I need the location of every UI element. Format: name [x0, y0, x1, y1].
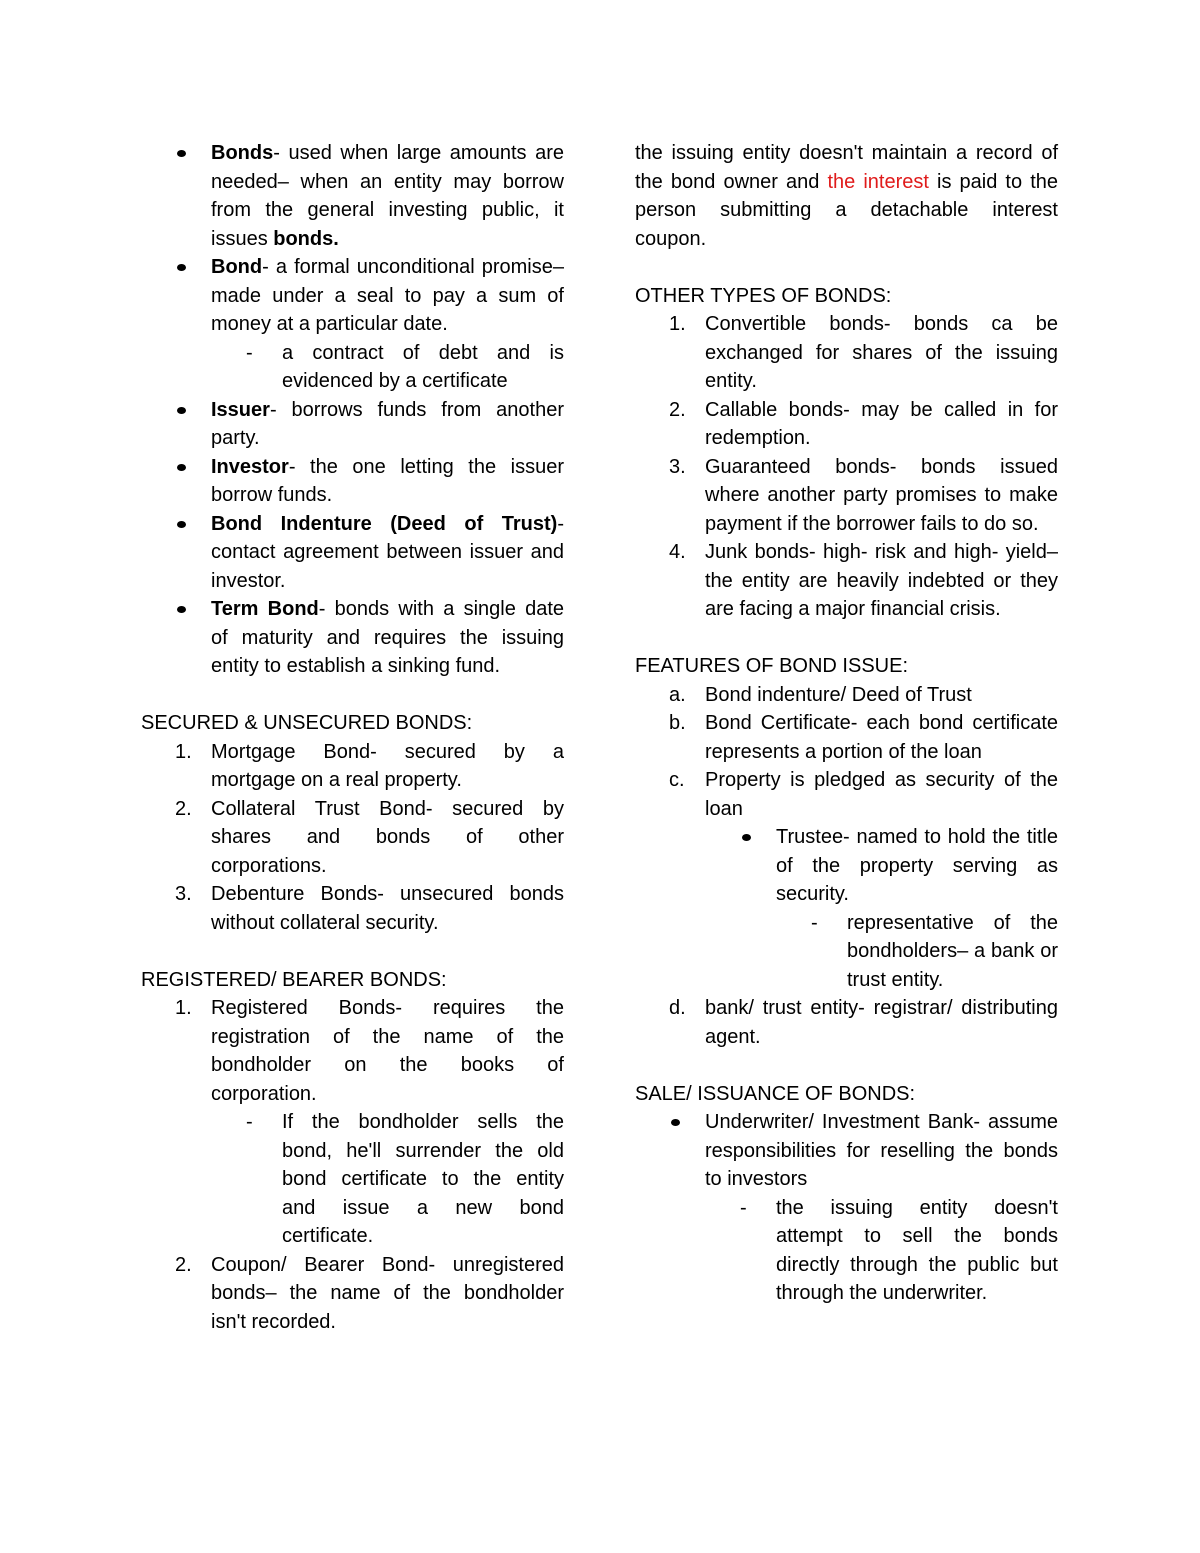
def-bond-indenture: Bond Indenture (Deed of Trust)- contact agreement between issuer and investor. [141, 510, 564, 596]
other-types-heading: OTHER TYPES OF BONDS: [635, 284, 892, 307]
right-column [635, 139, 1058, 1308]
bullet-icon [177, 464, 186, 471]
list-item: 2. Coupon/ Bearer Bond- unregistered bonds– the name of the bondholder isn't recorded. [175, 1253, 564, 1333]
bullet-icon [742, 834, 751, 841]
registered-heading: REGISTERED/ BEARER BONDS: [141, 968, 447, 991]
bullet-icon [177, 150, 186, 157]
list-item: 1. Convertible bonds- bonds ca be exchanged for shares of the issuing entity. [669, 313, 1058, 392]
def-bond-sub: - a contract of debt and is evidenced by a certificate [246, 341, 564, 392]
secured-heading: SECURED & UNSECURED BONDS: [141, 712, 473, 734]
list-item: 3. Debenture Bonds- unsecured bonds without collateral security. [175, 883, 564, 934]
list-item: a. Bond indenture/ Deed of Trust [669, 683, 972, 706]
list-subitem: - If the bondholder sells the bond, he'll surrender the old bond certificate to the entity and issue a new bond certificate. [246, 1111, 564, 1247]
def-term-bond: Term Bond- bonds with a single date of maturity and requires the issuing entity to establish a sinking fund. [141, 595, 564, 681]
list-item: b. Bond Certificate- each bond certificate represents a portion of the loan [669, 712, 1058, 763]
underwriter-subitem: - the issuing entity doesn't attempt to sell the bonds directly through the public but through the underwriter. [740, 1196, 1058, 1304]
list-item: d. bank/ trust entity- registrar/ distributing agent. [669, 997, 1058, 1048]
bullet-icon [177, 606, 186, 613]
list-item: 1. Registered Bonds- requires the registration of the name of the bondholder on the books of corporation. [175, 997, 564, 1105]
trustee-subitem: - representative of the bondholders– a bank or trust entity. [811, 911, 1058, 991]
underwriter-item: Underwriter/ Investment Bank- assume responsibilities for reselling the bonds to investors [635, 1108, 1058, 1194]
list-item: 2. Collateral Trust Bond- secured by shares and bonds of other corporations. [175, 797, 564, 877]
bullet-icon [177, 264, 186, 271]
list-item: 2. Callable bonds- may be called in for redemption. [669, 398, 1058, 449]
def-bond: Bond- a formal unconditional promise– made under a seal to pay a sum of money at a particular date. [141, 253, 564, 339]
features-heading: FEATURES OF BOND ISSUE: [635, 655, 908, 677]
list-item: 4. Junk bonds- high- risk and high- yield– the entity are heavily indebted or they are facing a major financial crisis. [669, 541, 1058, 620]
list-item: 1. Mortgage Bond- secured by a mortgage on a real property. [175, 740, 564, 791]
def-investor: Investor- the one letting the issuer borrow funds. [141, 453, 564, 510]
bullet-icon [177, 407, 186, 414]
highlighted-text: the interest [827, 170, 929, 193]
bullet-icon [671, 1119, 680, 1126]
list-item: c. Property is pledged as security of the loan [669, 769, 1058, 820]
sale-heading: SALE/ ISSUANCE OF BONDS: [635, 1082, 916, 1105]
bullet-icon [177, 521, 186, 528]
trustee-item: Trustee- named to hold the title of the property serving as security. [635, 823, 1058, 909]
intro-paragraph: the issuing entity doesn't maintain a record of the bond owner and the interest is paid to the person submitting a detachable interest coupon. [635, 142, 1058, 250]
def-issuer: Issuer- borrows funds from another party. [141, 396, 564, 453]
def-bonds: Bonds- used when large amounts are needed– when an entity may borrow from the general investing public, it issues bonds. [141, 139, 564, 253]
left-column [141, 139, 564, 1336]
list-item: 3. Guaranteed bonds- bonds issued where another party promises to make payment if the borrower fails to do so. [669, 455, 1058, 535]
